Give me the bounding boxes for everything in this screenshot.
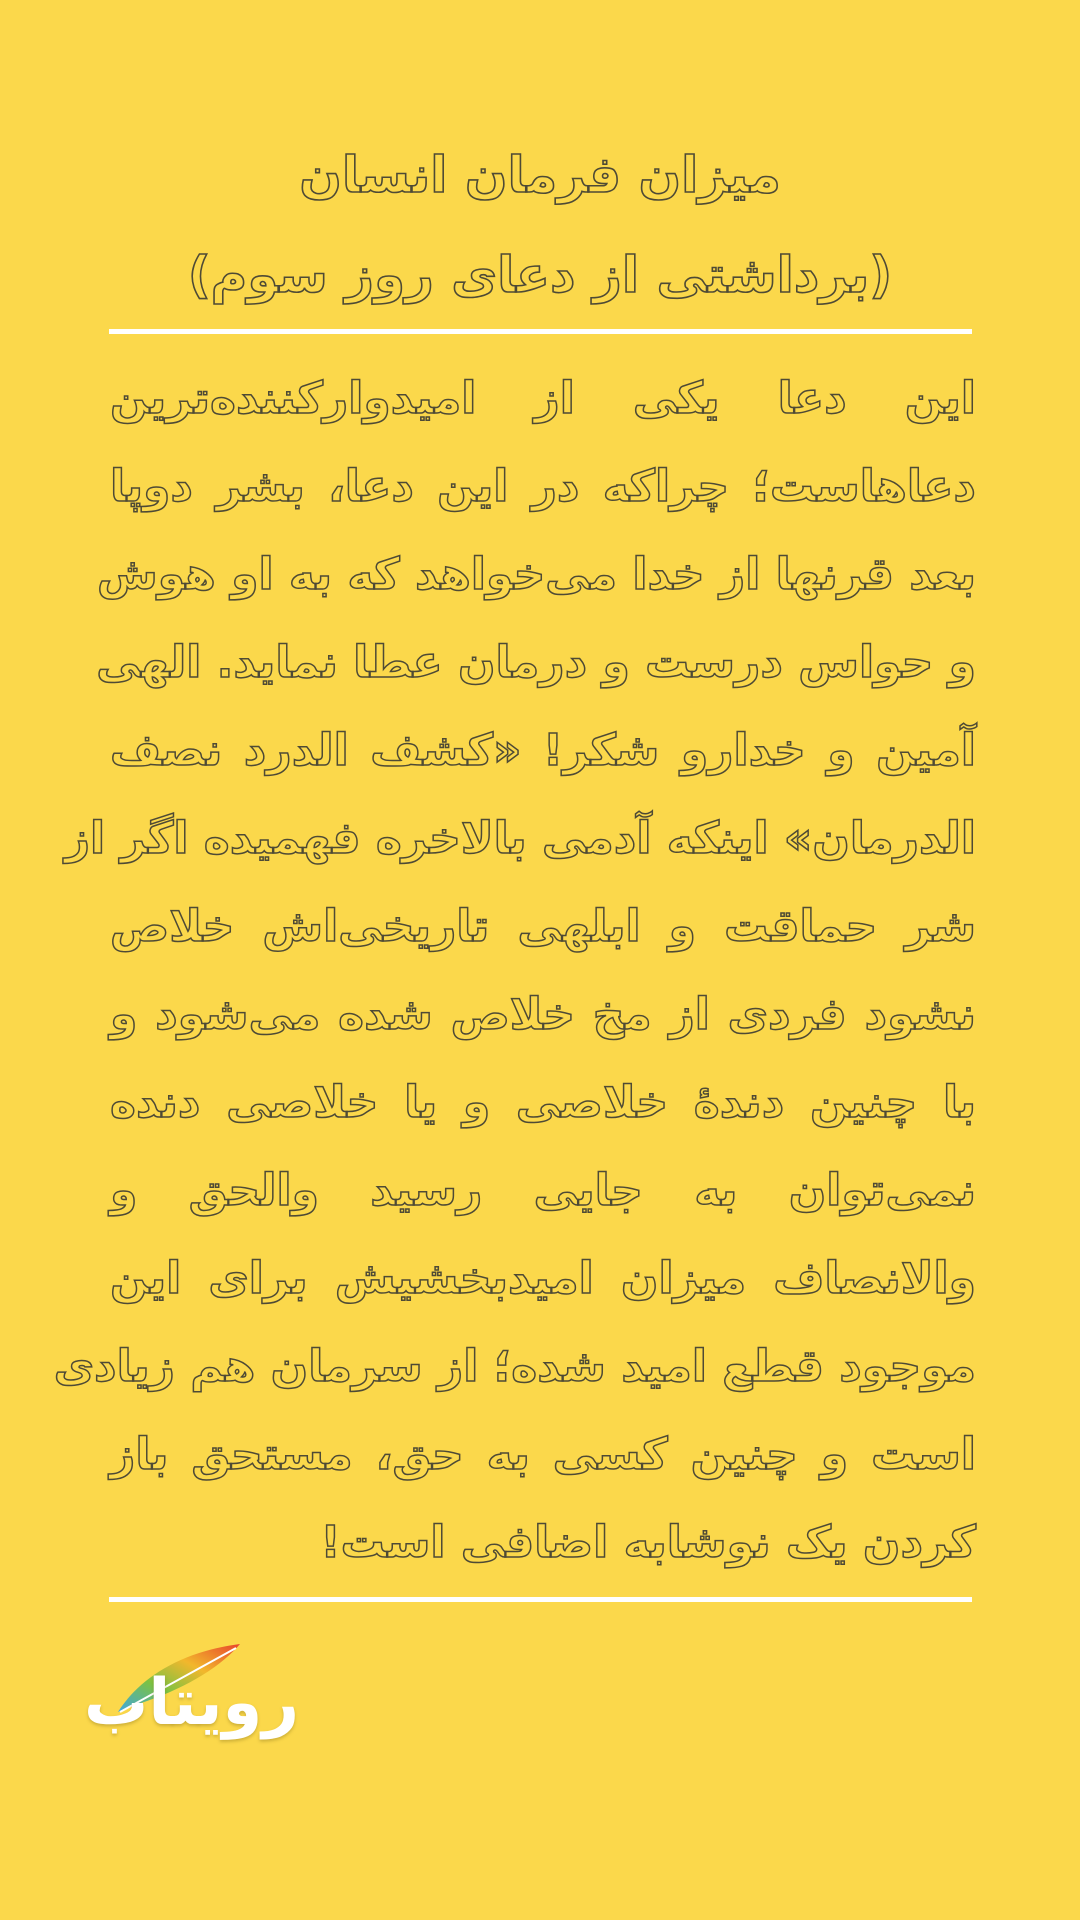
title-line-2: (برداشتی از دعای روز سوم) (187, 246, 893, 304)
body-line: شر حماقت و ابلهی تاریخی‌اش خلاص (110, 901, 976, 952)
body-line: آمین و خدارو شکر! «کشف الدرد نصف (110, 725, 976, 776)
body-line: با چنین دندهٔ خلاصی و یا خلاصی دنده (110, 1077, 976, 1128)
logo-text: رویتاب (84, 1666, 300, 1740)
body-line: این دعا یکی از امیدوارکننده‌ترین (110, 373, 976, 424)
body-line: نمی‌توان به جایی رسید والحق و (110, 1165, 976, 1216)
body-line: الدرمان» اینکه آدمی بالاخره فهمیده اگر از (64, 813, 976, 864)
brand-logo (80, 1640, 300, 1760)
bottom-divider (109, 1597, 972, 1602)
body-line: نشود فردی از مخ خلاص شده می‌شود و (110, 989, 976, 1040)
body-line: بعد قرنها از خدا می‌خواهد که به او هوش (97, 549, 976, 600)
title-line-1: میزان فرمان انسان (299, 146, 781, 204)
body-line: کردن یک نوشابه اضافی است! (320, 1517, 976, 1568)
page-title (110, 125, 970, 325)
body-paragraph (53, 355, 976, 1587)
top-divider (109, 329, 972, 334)
body-line: و حواس درست و درمان عطا نماید. الهی (96, 637, 976, 688)
body-line: موجود قطع امید شده؛ از سرمان هم زیادی (53, 1341, 976, 1392)
body-line: دعاهاست؛ چراکه در این دعا، بشر دوپا (110, 461, 976, 512)
body-line: است و چنین کسی به حق، مستحق باز (110, 1429, 976, 1480)
body-line: والانصاف میزان امیدبخشیش برای این (110, 1253, 976, 1304)
